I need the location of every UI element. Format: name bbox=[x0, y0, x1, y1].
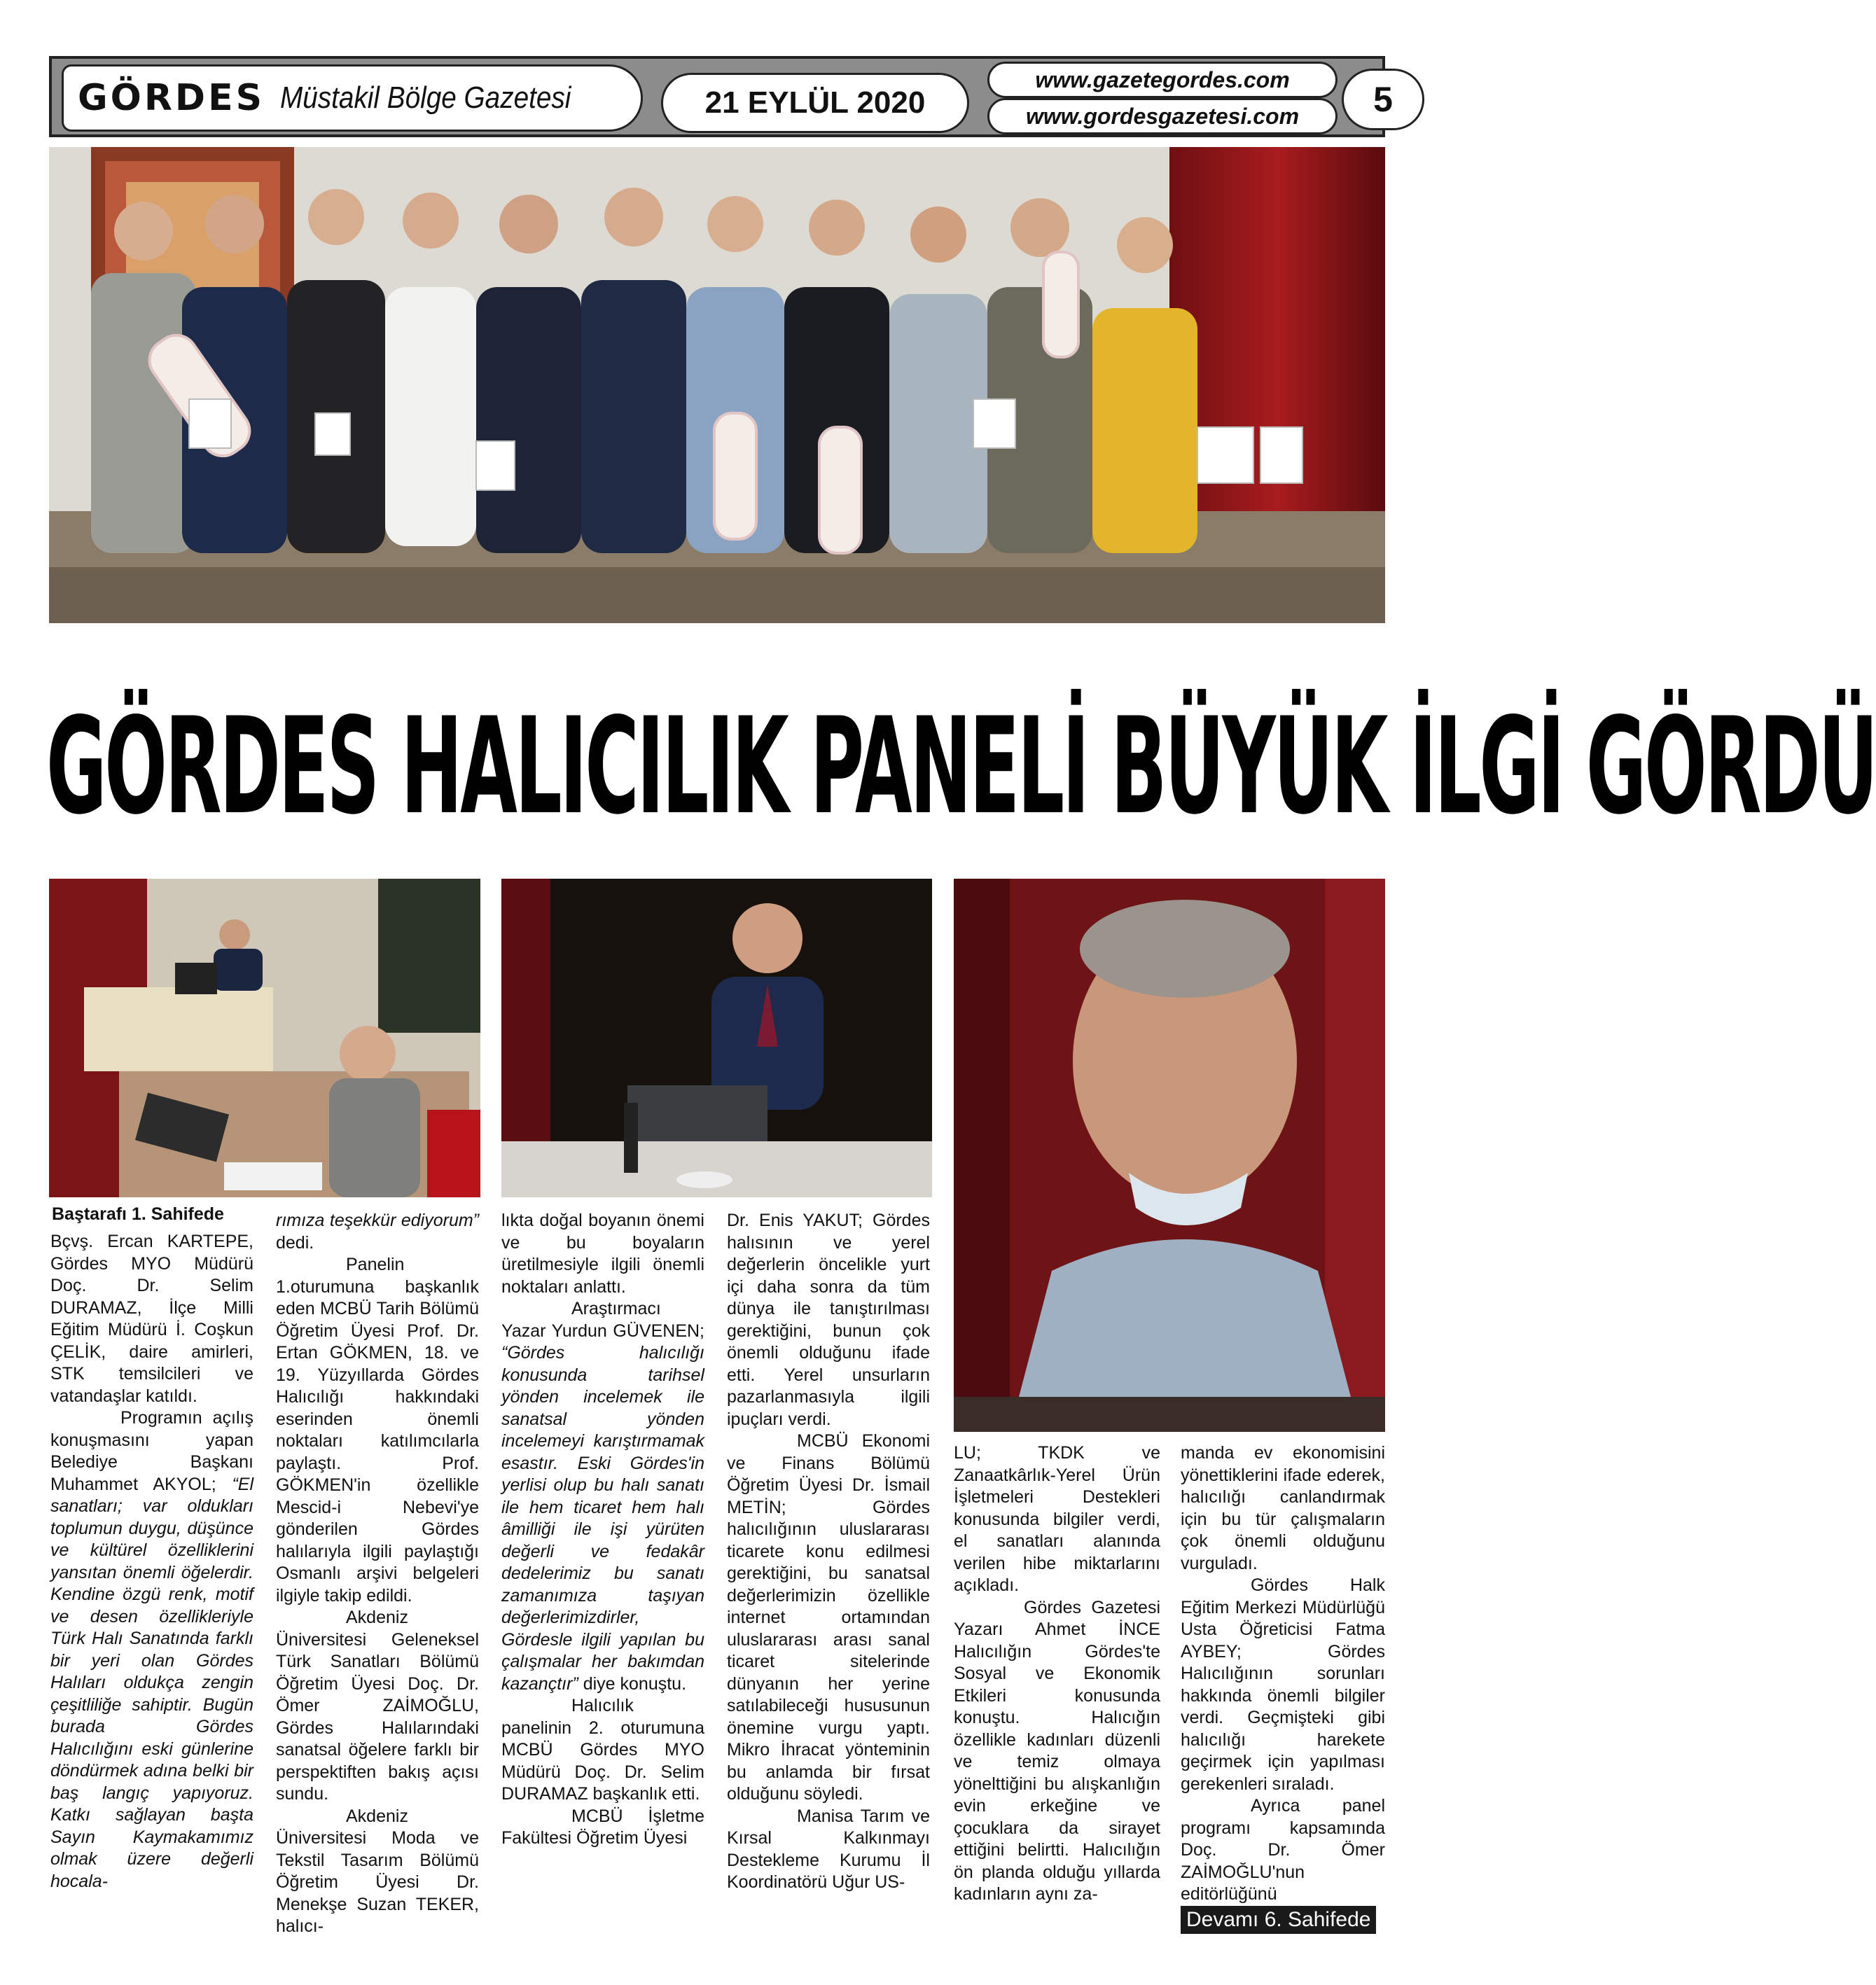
headline: GÖRDES HALICILIK PANELİ BÜYÜK İLGİ GÖRDÜ bbox=[46, 689, 1876, 844]
article-column-2 bbox=[276, 1210, 479, 1938]
col6-paragraph-2: Gördes Halk Eğitim Merkezi Müdürlüğü Usta Öğreticisi Fatma AYBEY; Gördes Halıcılığının sorunları hakkında önemli bilgiler verdi. Geçmişteki gibi halıcılığı harekete geçirmek için yapılması gerekenleri sıraladı. bbox=[1181, 1575, 1385, 1794]
masthead-title-box bbox=[62, 64, 643, 132]
col2-paragraph-2: Panelin 1.oturumuna başkanlık eden MCBÜ Tarih Bölümü Öğretim Üyesi Prof. Dr. Ertan GÖKMEN, 18. ve 19. Yüzyıllarda Gördes Halıcılığı hakkındaki eserinden önemli noktaları katılımcılarla paylaştı. Prof. GÖKMEN'in özellikle Mescid-i Nebevi'ye gönderilen Gördes halılarıyla ilgili paylaştığı Osmanlı arşivi belgeleri ilgiyle takip edildi. bbox=[276, 1255, 479, 1606]
issue-date: 21 EYLÜL 2020 bbox=[661, 73, 969, 133]
col2-paragraph-3: Akdeniz Üniversitesi Geleneksel Türk Sanatları Bölümü Öğretim Üyesi Doç. Dr. Ömer ZAİMOĞLU, Gördes Halılarındaki sanatsal öğelere farklı bir perspektiften bakış açısı sundu. bbox=[276, 1608, 479, 1804]
continued-from-kicker: Baştarafı 1. Sahifede bbox=[52, 1204, 224, 1224]
col6-paragraph-1: manda ev ekonomisini yönettiklerini ifade ederek, halıcılığı canlandırmak için bu tür çalışmaların çok önemli olduğunu vurguladı. bbox=[1181, 1443, 1385, 1573]
col2-paragraph-4: Akdeniz Üniversitesi Moda ve Tekstil Tasarım Bölümü Öğretim Üyesi Dr. Menekşe Suzan TEKER, halıcı- bbox=[276, 1806, 479, 1936]
speaker-laptop-photo bbox=[501, 879, 932, 1197]
article-column-6 bbox=[1181, 1442, 1385, 1934]
newspaper-tagline: Müstakil Bölge Gazetesi bbox=[280, 81, 571, 115]
col3-paragraph-1: lıkta doğal boyanın önemi ve bu boyaların üretilmesiyle ilgili önemli noktaları anlattı. bbox=[501, 1211, 704, 1297]
col4-paragraph-3: Manisa Tarım ve Kırsal Kalkınmayı Destekleme Kurumu İl Koordinatörü Uğur US- bbox=[727, 1806, 930, 1892]
col1-paragraph-2: Programın açılış konuşmasını yapan Belediye Başkanı Muhammet AKYOL; “El sanatları; var oldukları toplumun duygu, düşünce ve kültürel özelliklerini yansıtan önemli öğelerdir. Kendine özgü renk, motif ve desen özellikleriyle Türk Halı Sanatında farklı bir yeri olan Gördes Halıları oldukça zengin çeşitliliğe sahiptir. Bugün burada Gördes Halıcılığını eski günlerine döndürmek adına belki bir baş langıç yapıyoruz. Katkı sağlayan başta Sayın Kaymakamımız olmak üzere değerli hocala- bbox=[50, 1408, 253, 1891]
continued-on-page-label[interactable]: Devamı 6. Sahifede bbox=[1181, 1906, 1376, 1934]
col4-paragraph-2: MCBÜ Ekonomi ve Finans Bölümü Öğretim Üyesi Dr. İsmail METİN; Gördes halıcılığının uluslararası ticarete konu edilmesi gerektiğini, bu sanatsal değerlerimizin özellikle internet ortamından uluslararası arası sanal ticaret sitelerinde dünyanın her yerine satılabileceği hususunun önemine vurgu yaptı. Mikro İhracat yönteminin bu anlamda bir fırsat olduğunu söyledi. bbox=[727, 1431, 930, 1804]
col3-paragraph-2: Araştırmacı Yazar Yurdun GÜVENEN; “Gördes halıcılığı konusunda tarihsel yönden incelemek ile sanatsal yönden incelemeyi karıştırmamak esastır. Eski Gördes'in yerlisi olup bu halı sanatı ile hem ticaret hem halı âmilliği ile işi yürüten değerli ve fedakâr dedelerimiz bu sanatı zamanımıza taşıyan değerlerimizdirler, Gördesle ilgili yapılan bu çalışmalar her bakımdan kazançtır” diye konuştu. bbox=[501, 1299, 704, 1694]
col2-paragraph-1: rımıza teşekkür ediyorum” dedi. bbox=[276, 1211, 479, 1253]
article-column-4 bbox=[727, 1210, 930, 1894]
col5-paragraph-2: Gördes Gazetesi Yazarı Ahmet İNCE Halıcılığın Gördes'te Sosyal ve Ekonomik Etkileri konusunda konuştu. Halıcığın özellikle kadınları düzenli ve temiz olmaya yönelttiğini bu alışkanlığın evin erkeğine ve çocuklara da sirayet ettiğini belirtti. Halıcılığın ön planda olduğu yıllarda kadınların aynı za- bbox=[954, 1597, 1160, 1904]
col5-paragraph-1: LU; TKDK ve Zanaatkârlık-Yerel Ürün İşletmeleri Destekleri konusunda bilgiler verdi, el sanatları alanında verilen hibe miktarlarını açıkladı. bbox=[954, 1443, 1160, 1595]
page-number: 5 bbox=[1342, 69, 1424, 130]
newspaper-brand: GÖRDES bbox=[78, 77, 265, 119]
col3-paragraph-3: Halıcılık panelinin 2. oturumuna MCBÜ Gördes MYO Müdürü Doç. Dr. Selim DURAMAZ başkanlık etti. bbox=[501, 1696, 704, 1804]
article-column-5 bbox=[954, 1442, 1160, 1906]
masthead bbox=[49, 56, 1393, 137]
group-photo bbox=[49, 147, 1385, 623]
speaker-portrait-photo bbox=[954, 879, 1385, 1432]
website-link-1[interactable]: www.gazetegordes.com bbox=[987, 62, 1337, 98]
website-link-2[interactable]: www.gordesgazetesi.com bbox=[987, 98, 1337, 134]
article-column-1 bbox=[50, 1231, 253, 1893]
col3-paragraph-4: MCBÜ İşletme Fakültesi Öğretim Üyesi bbox=[501, 1806, 704, 1848]
panel-speakers-photo bbox=[49, 879, 480, 1197]
col4-paragraph-1: Dr. Enis YAKUT; Gördes halısının ve yerel değerlerin öncelikle yurt içi daha sonra da tüm dünya ile tanıştırılması gerektiğini, bunun çok önemli olduğunu ifade etti. Yerel unsurların pazarlanmasıyla ilgili ipuçları verdi. bbox=[727, 1211, 930, 1429]
col1-paragraph-1: Bçvş. Ercan KARTEPE, Gördes MYO Müdürü Doç. Dr. Selim DURAMAZ, İlçe Milli Eğitim Müdürü İ. Coşkun ÇELİK, daire amirleri, STK temsilcileri ve vatandaşlar katıldı. bbox=[50, 1232, 253, 1406]
article-column-3 bbox=[501, 1210, 704, 1850]
col6-paragraph-3: Ayrıca panel programı kapsamında Doç. Dr. Ömer ZAİMOĞLU'nun editörlüğünü bbox=[1181, 1796, 1385, 1904]
